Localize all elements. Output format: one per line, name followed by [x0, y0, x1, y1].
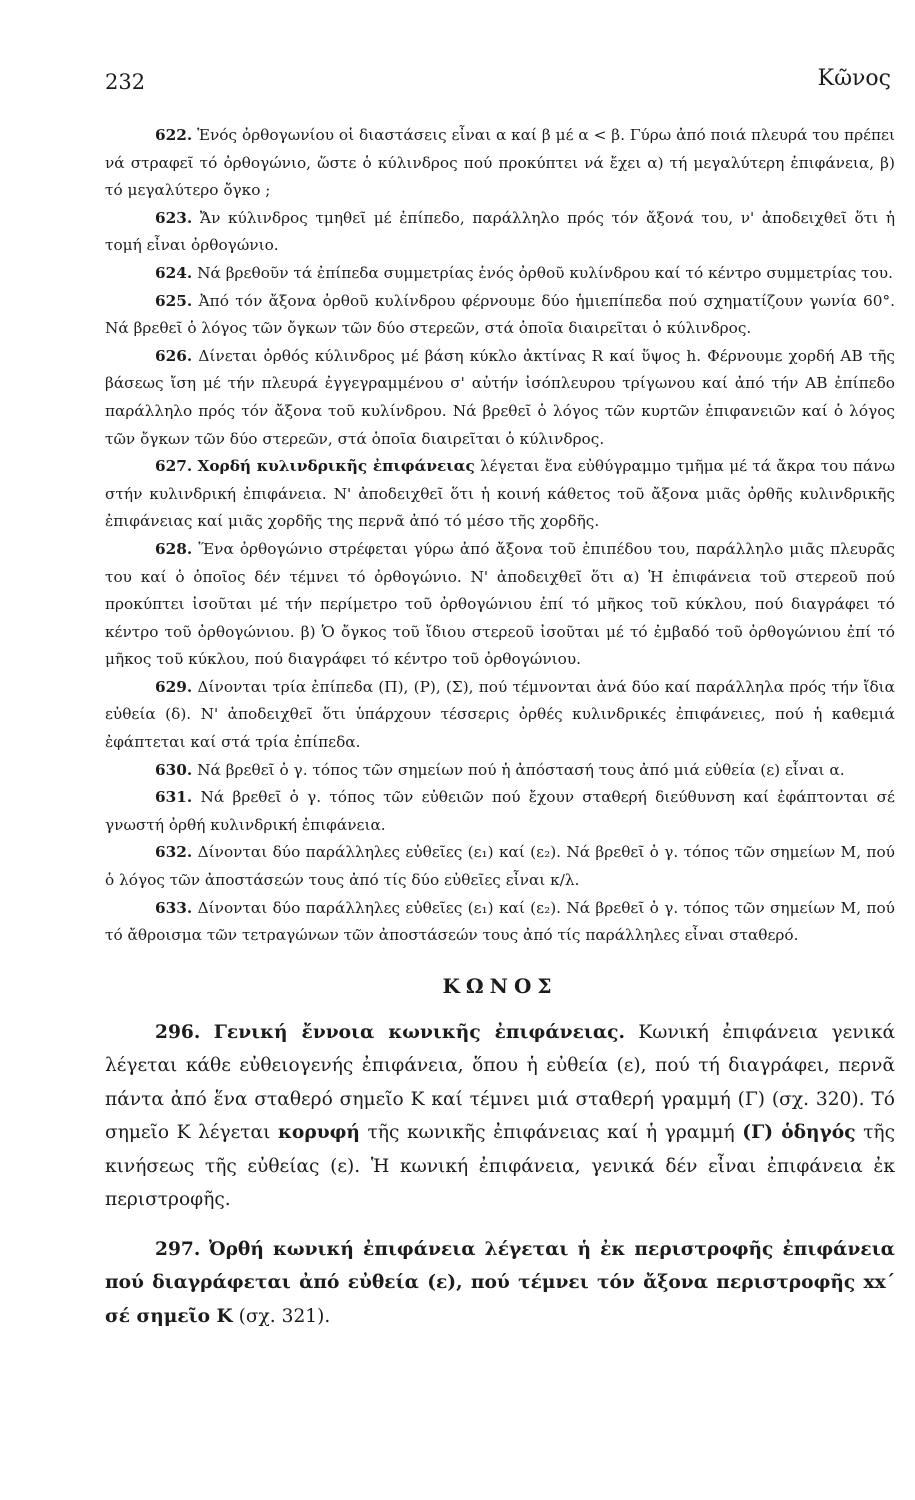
exercise-631	[105, 784, 895, 839]
paragraph-296	[105, 1016, 895, 1217]
section-title: ΚΩΝΟΣ	[442, 973, 558, 998]
book-page	[105, 62, 895, 1333]
exercise-text: Νά βρεθεῖ ὁ γ. τόπος τῶν σημείων πού ἡ ἀπόστασή τους ἀπό μιά εὐθεία (ε) εἶναι α.	[197, 760, 845, 779]
exercise-term: Χορδή κυλινδρικῆς ἐπιφάνειας	[197, 457, 475, 476]
paragraph-text: τῆς κωνικῆς ἐπιφάνειας καί ἡ γραμμή	[367, 1122, 735, 1144]
exercise-622	[105, 122, 895, 205]
exercise-630	[105, 757, 895, 785]
paragraph-text: τῆς κινήσεως τῆς εὐθείας (ε). Ἡ κωνική ἐπιφάνεια, γενικά δέν εἶναι ἐπιφάνεια ἐκ περιστροφῆς.	[105, 1122, 895, 1211]
exercise-list	[105, 122, 895, 950]
exercise-text: Νά βρεθοῦν τά ἐπίπεδα συμμετρίας ἑνός ὀρθοῦ κυλίνδρου καί τό κέντρο συμμετρίας του.	[197, 263, 893, 282]
paragraph-text: Κωνική ἐπιφάνεια γενικά λέγεται κάθε εὐθειογενής ἐπιφάνεια, ὅπου ἡ εὐθεία (ε), πού τή διαγράφει, περνᾶ πάντα ἀπό ἕνα σταθερό σημεῖο Κ καί τέμνει μιά σταθερή γραμμή (Γ) (σχ. 320). Τό σημεῖο Κ λέγεται	[105, 1021, 895, 1144]
exercise-627	[105, 453, 895, 536]
paragraph-definition: Ὀρθή κωνική ἐπιφάνεια λέγεται ἡ ἐκ περιστροφῆς ἐπιφάνεια πού διαγράφεται ἀπό εὐθεία (ε), πού τέμνει τόν ἄξονα περιστροφῆς xx΄ σέ σημεῖο Κ	[105, 1238, 895, 1327]
exercise-text: Δίνονται δύο παράλληλες εὐθεῖες (ε₁) καί (ε₂). Νά βρεθεῖ ὁ γ. τόπος τῶν σημείων Μ, πού ὁ λόγος τῶν ἀποστάσεών τους ἀπό τίς δύο εὐθεῖες εἶναι κ/λ.	[105, 843, 895, 890]
exercise-628	[105, 536, 895, 674]
exercise-number: 629.	[155, 677, 193, 696]
exercise-number: 628.	[155, 539, 193, 558]
exercise-629	[105, 674, 895, 757]
running-title: Κῶνος	[817, 66, 891, 91]
exercise-text: Νά βρεθεῖ ὁ γ. τόπος τῶν εὐθειῶν πού ἔχουν σταθερή διεύθυνση καί ἐφάπτονται σέ γνωστή ὀρθή κυλινδρική ἐπιφάνεια.	[105, 788, 895, 834]
exercise-text: Δίνεται ὀρθός κύλινδρος μέ βάση κύκλο ἀκτίνας R καί ὕψος h. Φέρνουμε χορδή ΑΒ τῆς βάσεως ἴση μέ τήν πλευρά ἐγγεγραμμένου σ' αὐτήν ἰσόπλευρου τρίγωνου καί ἀπό τήν ΑΒ ἐπίπεδο παράλληλο πρός τόν ἄξονα τοῦ κυλίνδρου. Νά βρεθεῖ ὁ λόγος τῶν κυρτῶν ἐπιφανειῶν καί ὁ λόγος τῶν ὄγκων τῶν δύο στερεῶν, στά ὁποῖα διαιρεῖται ὁ κύλινδρος.	[105, 346, 895, 448]
exercise-text: Ἄν κύλινδρος τμηθεῖ μέ ἐπίπεδο, παράλληλο πρός τόν ἄξονά του, ν' ἀποδειχθεῖ ὅτι ἡ τομή εἶναι ὀρθογώνιο.	[105, 208, 895, 255]
exercise-text: Δίνονται τρία ἐπίπεδα (Π), (Ρ), (Σ), πού τέμνονται ἀνά δύο καί παράλληλα πρός τήν ἴδια εὐθεία (δ). Ν' ἀποδειχθεῖ ὅτι ὑπάρχουν τέσσερις ὀρθές κυλινδρικές ἐπιφάνειες, πού ἡ καθεμιά ἐφάπτεται καί στά τρία ἐπίπεδα.	[105, 677, 895, 752]
exercise-625	[105, 288, 895, 343]
exercise-text: λέγεται ἕνα εὐθύγραμμο τμῆμα μέ τά ἄκρα του πάνω στήν κυλινδρική ἐπιφάνεια. Ν' ἀποδειχθεῖ ὅτι ἡ κοινή κάθετος τοῦ ἄξονα μιᾶς ὀρθῆς κυλινδρικῆς ἐπιφάνειας καί μιᾶς χορδῆς της περνᾶ ἀπό τό μέσο τῆς χορδῆς.	[105, 457, 895, 531]
page-number: 232	[105, 70, 146, 94]
exercise-number: 626.	[155, 346, 193, 365]
exercise-623	[105, 205, 895, 260]
paragraph-297	[105, 1233, 895, 1334]
exercise-number: 633.	[155, 898, 193, 917]
exercise-632	[105, 839, 895, 894]
exercise-number: 632.	[155, 843, 193, 862]
exercise-626	[105, 343, 895, 453]
exercise-number: 630.	[155, 760, 193, 779]
term-apex: κορυφή	[278, 1122, 360, 1144]
exercise-number: 631.	[155, 788, 193, 807]
paragraph-number: 296.	[155, 1021, 201, 1043]
exercise-633	[105, 895, 895, 950]
exercise-number: 627.	[155, 457, 193, 476]
page-header	[105, 62, 895, 102]
exercise-number: 623.	[155, 208, 193, 227]
paragraph-heading: Γενική ἔννοια κωνικῆς ἐπιφάνειας.	[213, 1021, 625, 1043]
exercise-624	[105, 260, 895, 288]
exercise-number: 625.	[155, 291, 193, 310]
figure-reference: (σχ. 321).	[238, 1305, 331, 1327]
exercise-text: Ἕνα ὀρθογώνιο στρέφεται γύρω ἀπό ἄξονα τοῦ ἐπιπέδου του, παράλληλο μιᾶς πλευρᾶς του καί ὁ ὁποῖος δέν τέμνει τό ὀρθογώνιο. Ν' ἀποδειχθεῖ ὅτι α) Ἡ ἐπιφάνεια τοῦ στερεοῦ πού προκύπτει ἰσοῦται μέ τήν περίμετρο τοῦ ὀρθογώνιου ἐπί τό μῆκος τοῦ κύκλου, πού διαγράφει τό κέντρο τοῦ ὀρθογώνιου. β) Ὁ ὄγκος τοῦ ἴδιου στερεοῦ ἰσοῦται μέ τό ἐμβαδό τοῦ ὀρθογώνιου ἐπί τό μῆκος τοῦ κύκλου, πού διαγράφει τό κέντρο τοῦ ὀρθογώνιου.	[105, 539, 895, 669]
exercise-number: 624.	[155, 263, 193, 282]
term-directrix: (Γ) ὁδηγός	[742, 1122, 856, 1144]
paragraph-number: 297.	[155, 1238, 201, 1260]
exercise-number: 622.	[155, 126, 193, 144]
exercise-text: Ἀπό τόν ἄξονα ὀρθοῦ κυλίνδρου φέρνουμε δύο ἡμιεπίπεδα πού σχηματίζουν γωνία 60°. Νά βρεθεῖ ὁ λόγος τῶν ὄγκων τῶν δύο στερεῶν, στά ὁποῖα διαιρεῖται ὁ κύλινδρος.	[105, 291, 895, 338]
exercise-text: Δίνονται δύο παράλληλες εὐθεῖες (ε₁) καί (ε₂). Νά βρεθεῖ ὁ γ. τόπος τῶν σημείων Μ, πού τό ἄθροισμα τῶν τετραγώνων τῶν ἀποστάσεών τους ἀπό τίς παράλληλες εἶναι σταθερό.	[105, 898, 895, 945]
exercise-text: Ἑνός ὀρθογωνίου οἱ διαστάσεις εἶναι α καί β μέ α < β. Γύρω ἀπό ποιά πλευρά του πρέπει νά στραφεῖ τό ὀρθογώνιο, ὥστε ὁ κύλινδρος πού προκύπτει νά ἔχει α) τή μεγαλύτερη ἐπιφάνεια, β) τό μεγαλύτερο ὄγκο ;	[105, 126, 895, 200]
